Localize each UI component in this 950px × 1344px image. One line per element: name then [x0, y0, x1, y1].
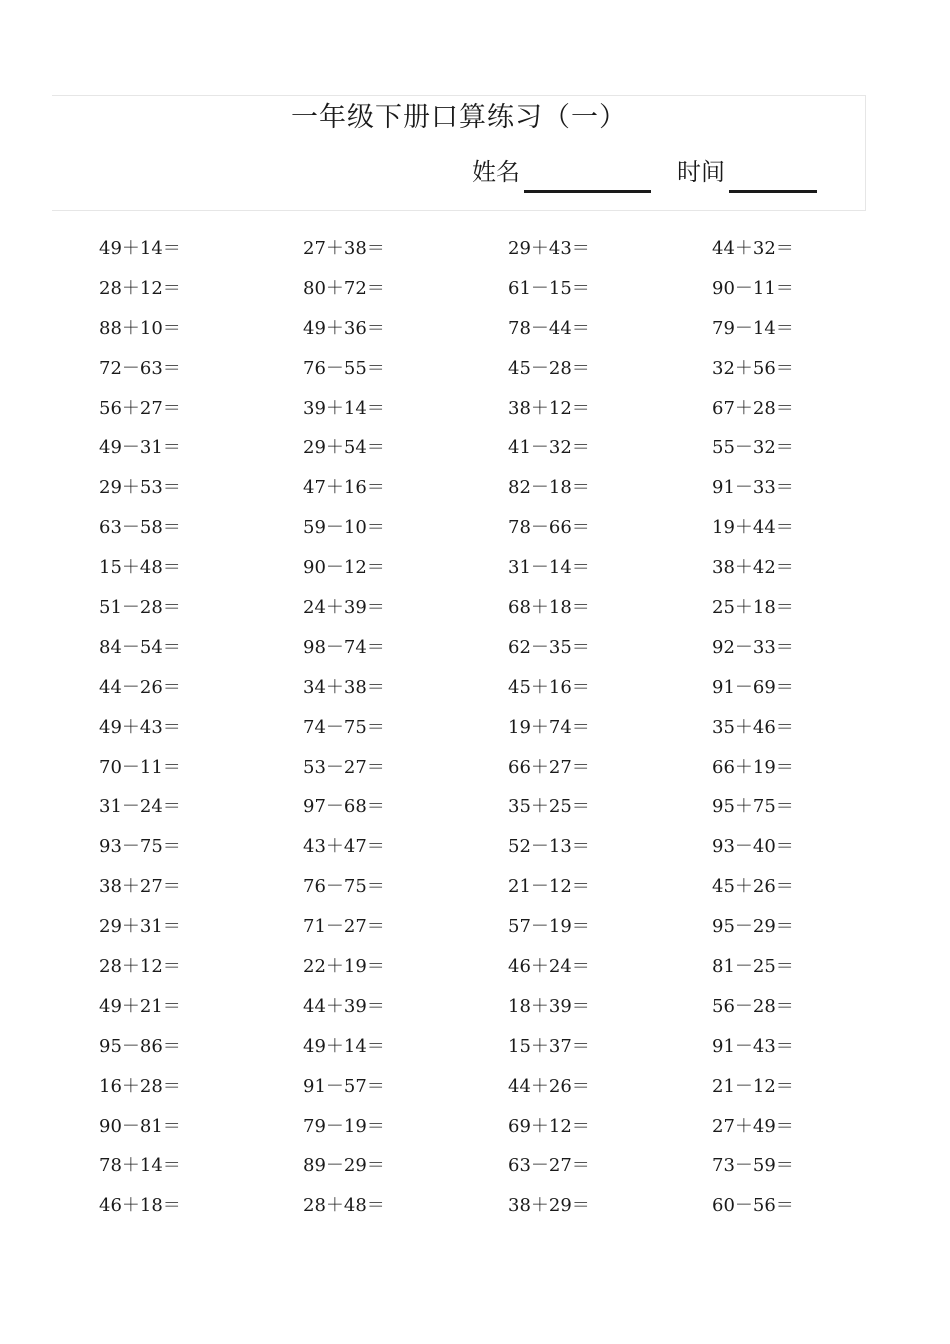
problem-row [0, 1146, 950, 1186]
math-problem: 41－32＝ [508, 437, 590, 459]
math-problem: 76－55＝ [303, 357, 385, 379]
math-problem: 31－24＝ [99, 796, 181, 818]
problem-row [0, 548, 950, 588]
math-problem: 84－54＝ [99, 636, 181, 658]
math-problem: 28＋48＝ [303, 1195, 385, 1217]
math-problem: 67＋28＝ [712, 397, 794, 419]
problem-row [0, 309, 950, 349]
problem-row [0, 787, 950, 827]
math-problem: 89－29＝ [303, 1155, 385, 1177]
math-problem: 95－86＝ [99, 1035, 181, 1057]
problem-row [0, 867, 950, 907]
math-problem: 29＋53＝ [99, 477, 181, 499]
math-problem: 38＋27＝ [99, 876, 181, 898]
math-problem: 57－19＝ [508, 916, 590, 938]
math-problem: 49＋14＝ [303, 1035, 385, 1057]
math-problem: 21－12＝ [508, 876, 590, 898]
math-problem: 25＋18＝ [712, 597, 794, 619]
math-problem: 91－57＝ [303, 1075, 385, 1097]
math-problem: 72－63＝ [99, 357, 181, 379]
problem-row [0, 269, 950, 309]
math-problem: 63－58＝ [99, 517, 181, 539]
math-problem: 21－12＝ [712, 1075, 794, 1097]
math-problem: 32＋56＝ [712, 357, 794, 379]
problem-row [0, 827, 950, 867]
problem-row [0, 468, 950, 508]
page-title: 一年级下册口算练习（一） [291, 102, 627, 133]
math-problem: 66＋19＝ [712, 756, 794, 778]
math-problem: 44＋39＝ [303, 995, 385, 1017]
math-problem: 16＋28＝ [99, 1075, 181, 1097]
math-problem: 29＋31＝ [99, 916, 181, 938]
math-problem: 68＋18＝ [508, 597, 590, 619]
math-problem: 45＋16＝ [508, 676, 590, 698]
math-problem: 38＋42＝ [712, 557, 794, 579]
problem-row [0, 389, 950, 429]
math-problem: 15＋48＝ [99, 557, 181, 579]
math-problem: 78＋14＝ [99, 1155, 181, 1177]
math-problem: 43＋47＝ [303, 836, 385, 858]
math-problem: 78－66＝ [508, 517, 590, 539]
problem-row [0, 588, 950, 628]
problem-row [0, 907, 950, 947]
problem-row [0, 1186, 950, 1226]
math-problem: 91－43＝ [712, 1035, 794, 1057]
problem-row [0, 508, 950, 548]
problem-row [0, 428, 950, 468]
math-problem: 90－81＝ [99, 1115, 181, 1137]
name-blank-line[interactable] [524, 190, 651, 193]
math-problem: 19＋74＝ [508, 716, 590, 738]
math-problem: 61－15＝ [508, 277, 590, 299]
problem-row [0, 668, 950, 708]
math-problem: 49＋43＝ [99, 716, 181, 738]
math-problem: 24＋39＝ [303, 597, 385, 619]
math-problem: 46＋18＝ [99, 1195, 181, 1217]
problem-row [0, 1027, 950, 1067]
math-problem: 95＋75＝ [712, 796, 794, 818]
math-problem: 79－19＝ [303, 1115, 385, 1137]
math-problem: 15＋37＝ [508, 1035, 590, 1057]
math-problem: 39＋14＝ [303, 397, 385, 419]
math-problem: 45＋26＝ [712, 876, 794, 898]
math-problem: 69＋12＝ [508, 1115, 590, 1137]
math-problem: 28＋12＝ [99, 277, 181, 299]
math-problem: 18＋39＝ [508, 995, 590, 1017]
math-problem: 91－69＝ [712, 676, 794, 698]
math-problem: 78－44＝ [508, 317, 590, 339]
math-problem: 74－75＝ [303, 716, 385, 738]
math-problem: 27＋49＝ [712, 1115, 794, 1137]
math-problem: 49＋14＝ [99, 238, 181, 259]
math-problem: 70－11＝ [99, 756, 181, 778]
math-problem: 59－10＝ [303, 517, 385, 539]
math-problem: 44＋32＝ [712, 238, 794, 259]
math-problem: 31－14＝ [508, 557, 590, 579]
math-problem: 92－33＝ [712, 636, 794, 658]
math-problem: 52－13＝ [508, 836, 590, 858]
math-problem: 35＋25＝ [508, 796, 590, 818]
math-problem: 93－75＝ [99, 836, 181, 858]
problem-row [0, 947, 950, 987]
problem-row [0, 229, 950, 269]
math-problem: 29＋43＝ [508, 238, 590, 259]
math-problem: 76－75＝ [303, 876, 385, 898]
math-problem: 82－18＝ [508, 477, 590, 499]
math-problem: 38＋12＝ [508, 397, 590, 419]
math-problem: 98－74＝ [303, 636, 385, 658]
math-problem: 49＋36＝ [303, 317, 385, 339]
math-problem: 80＋72＝ [303, 277, 385, 299]
math-problem: 55－32＝ [712, 437, 794, 459]
math-problem: 79－14＝ [712, 317, 794, 339]
math-problem: 28＋12＝ [99, 956, 181, 978]
math-problem: 97－68＝ [303, 796, 385, 818]
math-problem: 90－12＝ [303, 557, 385, 579]
problem-row [0, 708, 950, 748]
math-problem: 29＋54＝ [303, 437, 385, 459]
math-problem: 35＋46＝ [712, 716, 794, 738]
problem-row [0, 1107, 950, 1147]
math-problem: 81－25＝ [712, 956, 794, 978]
problem-row [0, 748, 950, 788]
math-problem: 47＋16＝ [303, 477, 385, 499]
problem-row [0, 628, 950, 668]
math-problem: 91－33＝ [712, 477, 794, 499]
math-problem: 51－28＝ [99, 597, 181, 619]
math-problem: 93－40＝ [712, 836, 794, 858]
math-problem: 44＋26＝ [508, 1075, 590, 1097]
problem-grid [0, 229, 950, 1226]
math-problem: 27＋38＝ [303, 238, 385, 259]
math-problem: 19＋44＝ [712, 517, 794, 539]
math-problem: 60－56＝ [712, 1195, 794, 1217]
math-problem: 73－59＝ [712, 1155, 794, 1177]
math-problem: 56＋27＝ [99, 397, 181, 419]
math-problem: 22＋19＝ [303, 956, 385, 978]
problem-row [0, 349, 950, 389]
math-problem: 63－27＝ [508, 1155, 590, 1177]
math-problem: 90－11＝ [712, 277, 794, 299]
name-label: 姓名 [472, 158, 520, 186]
math-problem: 56－28＝ [712, 995, 794, 1017]
math-problem: 66＋27＝ [508, 756, 590, 778]
problem-row [0, 987, 950, 1027]
math-problem: 49＋21＝ [99, 995, 181, 1017]
time-blank-line[interactable] [729, 190, 817, 193]
math-problem: 34＋38＝ [303, 676, 385, 698]
time-label: 时间 [677, 158, 725, 186]
math-problem: 95－29＝ [712, 916, 794, 938]
math-problem: 49－31＝ [99, 437, 181, 459]
problem-row [0, 1067, 950, 1107]
math-problem: 88＋10＝ [99, 317, 181, 339]
math-problem: 53－27＝ [303, 756, 385, 778]
math-problem: 45－28＝ [508, 357, 590, 379]
math-problem: 44－26＝ [99, 676, 181, 698]
math-problem: 46＋24＝ [508, 956, 590, 978]
math-problem: 62－35＝ [508, 636, 590, 658]
math-problem: 38＋29＝ [508, 1195, 590, 1217]
math-problem: 71－27＝ [303, 916, 385, 938]
